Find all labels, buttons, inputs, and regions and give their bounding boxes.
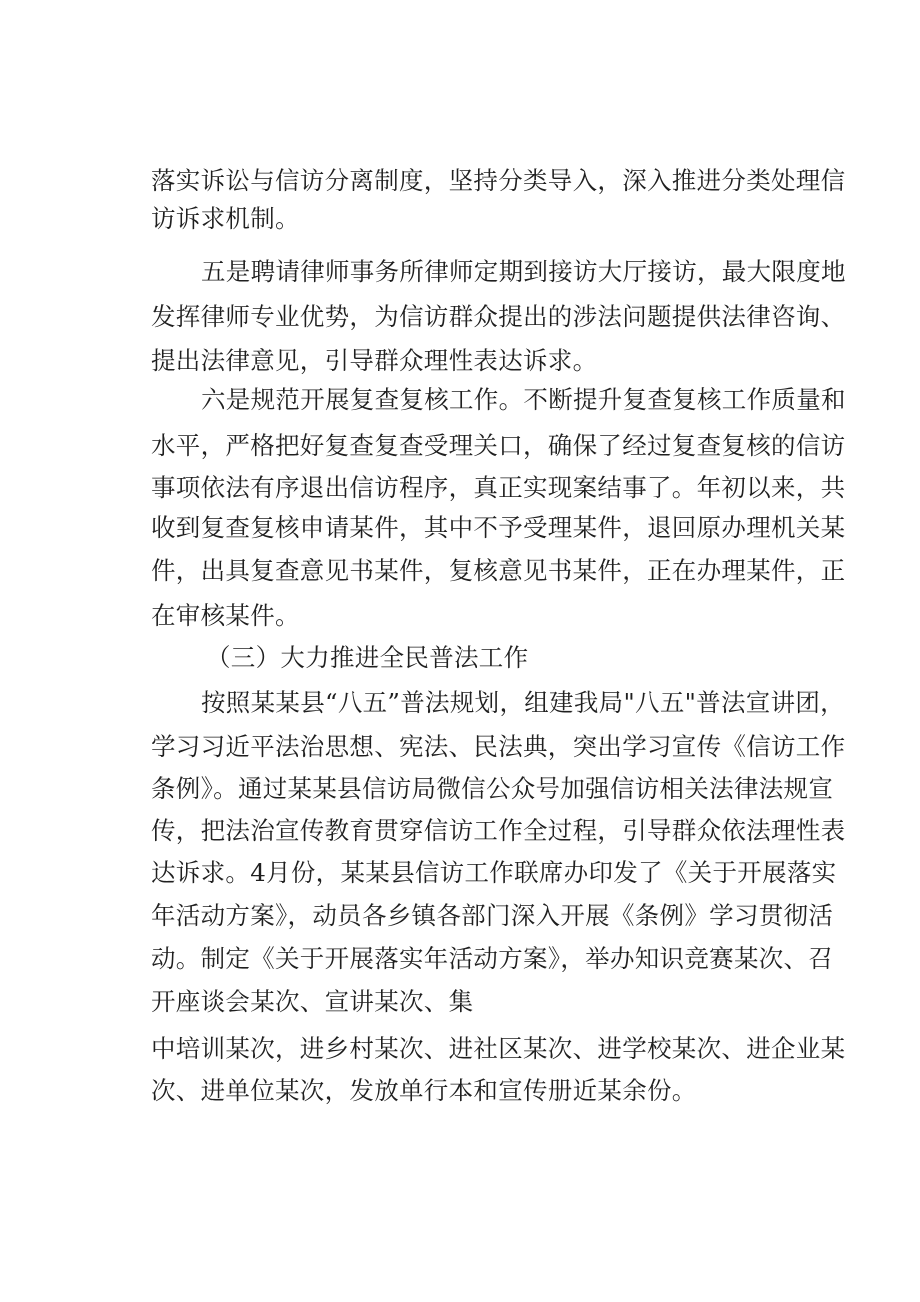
text-line: 六是规范开展复查复核工作。不断提升复查复核工作质量和: [201, 385, 846, 414]
section-heading: （三）大力推进全民普法工作: [206, 643, 529, 672]
text-line: 访诉求机制。: [151, 204, 300, 233]
text-line: 在审核某件。: [151, 601, 300, 630]
text-line: 发挥律师专业优势，为信访群众提出的涉法问题提供法律咨询、: [151, 302, 846, 331]
text-line: 水平，严格把好复查复查受理关口，确保了经过复查复核的信访: [151, 431, 846, 460]
text-line: 五是聘请律师事务所律师定期到接访大厅接访，最大限度地: [201, 257, 846, 286]
text-line: 中培训某次，进乡村某次、进社区某次、进学校某次、进企业某: [151, 1034, 846, 1063]
text-line: 落实诉讼与信访分离制度，坚持分类导入，深入推进分类处理信: [151, 166, 846, 195]
text-line: 学习习近平法治思想、宪法、民法典，突出学习宣传《信访工作: [151, 732, 846, 761]
text-line: 传，把法治宣传教育贯穿信访工作全过程，引导群众依法理性表: [151, 816, 846, 845]
text-line: 开座谈会某次、宣讲某次、集: [151, 987, 474, 1016]
text-line: 年活动方案》，动员各乡镇各部门深入开展《条例》学习贯彻活: [151, 901, 834, 930]
text-line: 达诉求。4月份，某某县信访工作联席办印发了《关于开展落实: [151, 858, 837, 887]
text-line: 事项依法有序退出信访程序，真正实现案结事了。年初以来，共: [151, 473, 846, 502]
text-line: 动。制定《关于开展落实年活动方案》，举办知识竞赛某次、召: [151, 944, 834, 973]
text-line: 按照某某县“八五”普法规划，组建我局"八五"普法宣讲团，: [201, 688, 845, 717]
text-line: 条例》。通过某某县信访局微信公众号加强信访相关法律法规宣: [151, 774, 834, 803]
text-line: 提出法律意见，引导群众理性表达诉求。: [151, 346, 598, 375]
text-line: 件，出具复查意见书某件，复核意见书某件，正在办理某件，正: [151, 556, 846, 585]
text-line: 次、进单位某次，发放单行本和宣传册近某余份。: [151, 1076, 697, 1105]
text-line: 收到复查复核申请某件，其中不予受理某件，退回原办理机关某: [151, 513, 846, 542]
